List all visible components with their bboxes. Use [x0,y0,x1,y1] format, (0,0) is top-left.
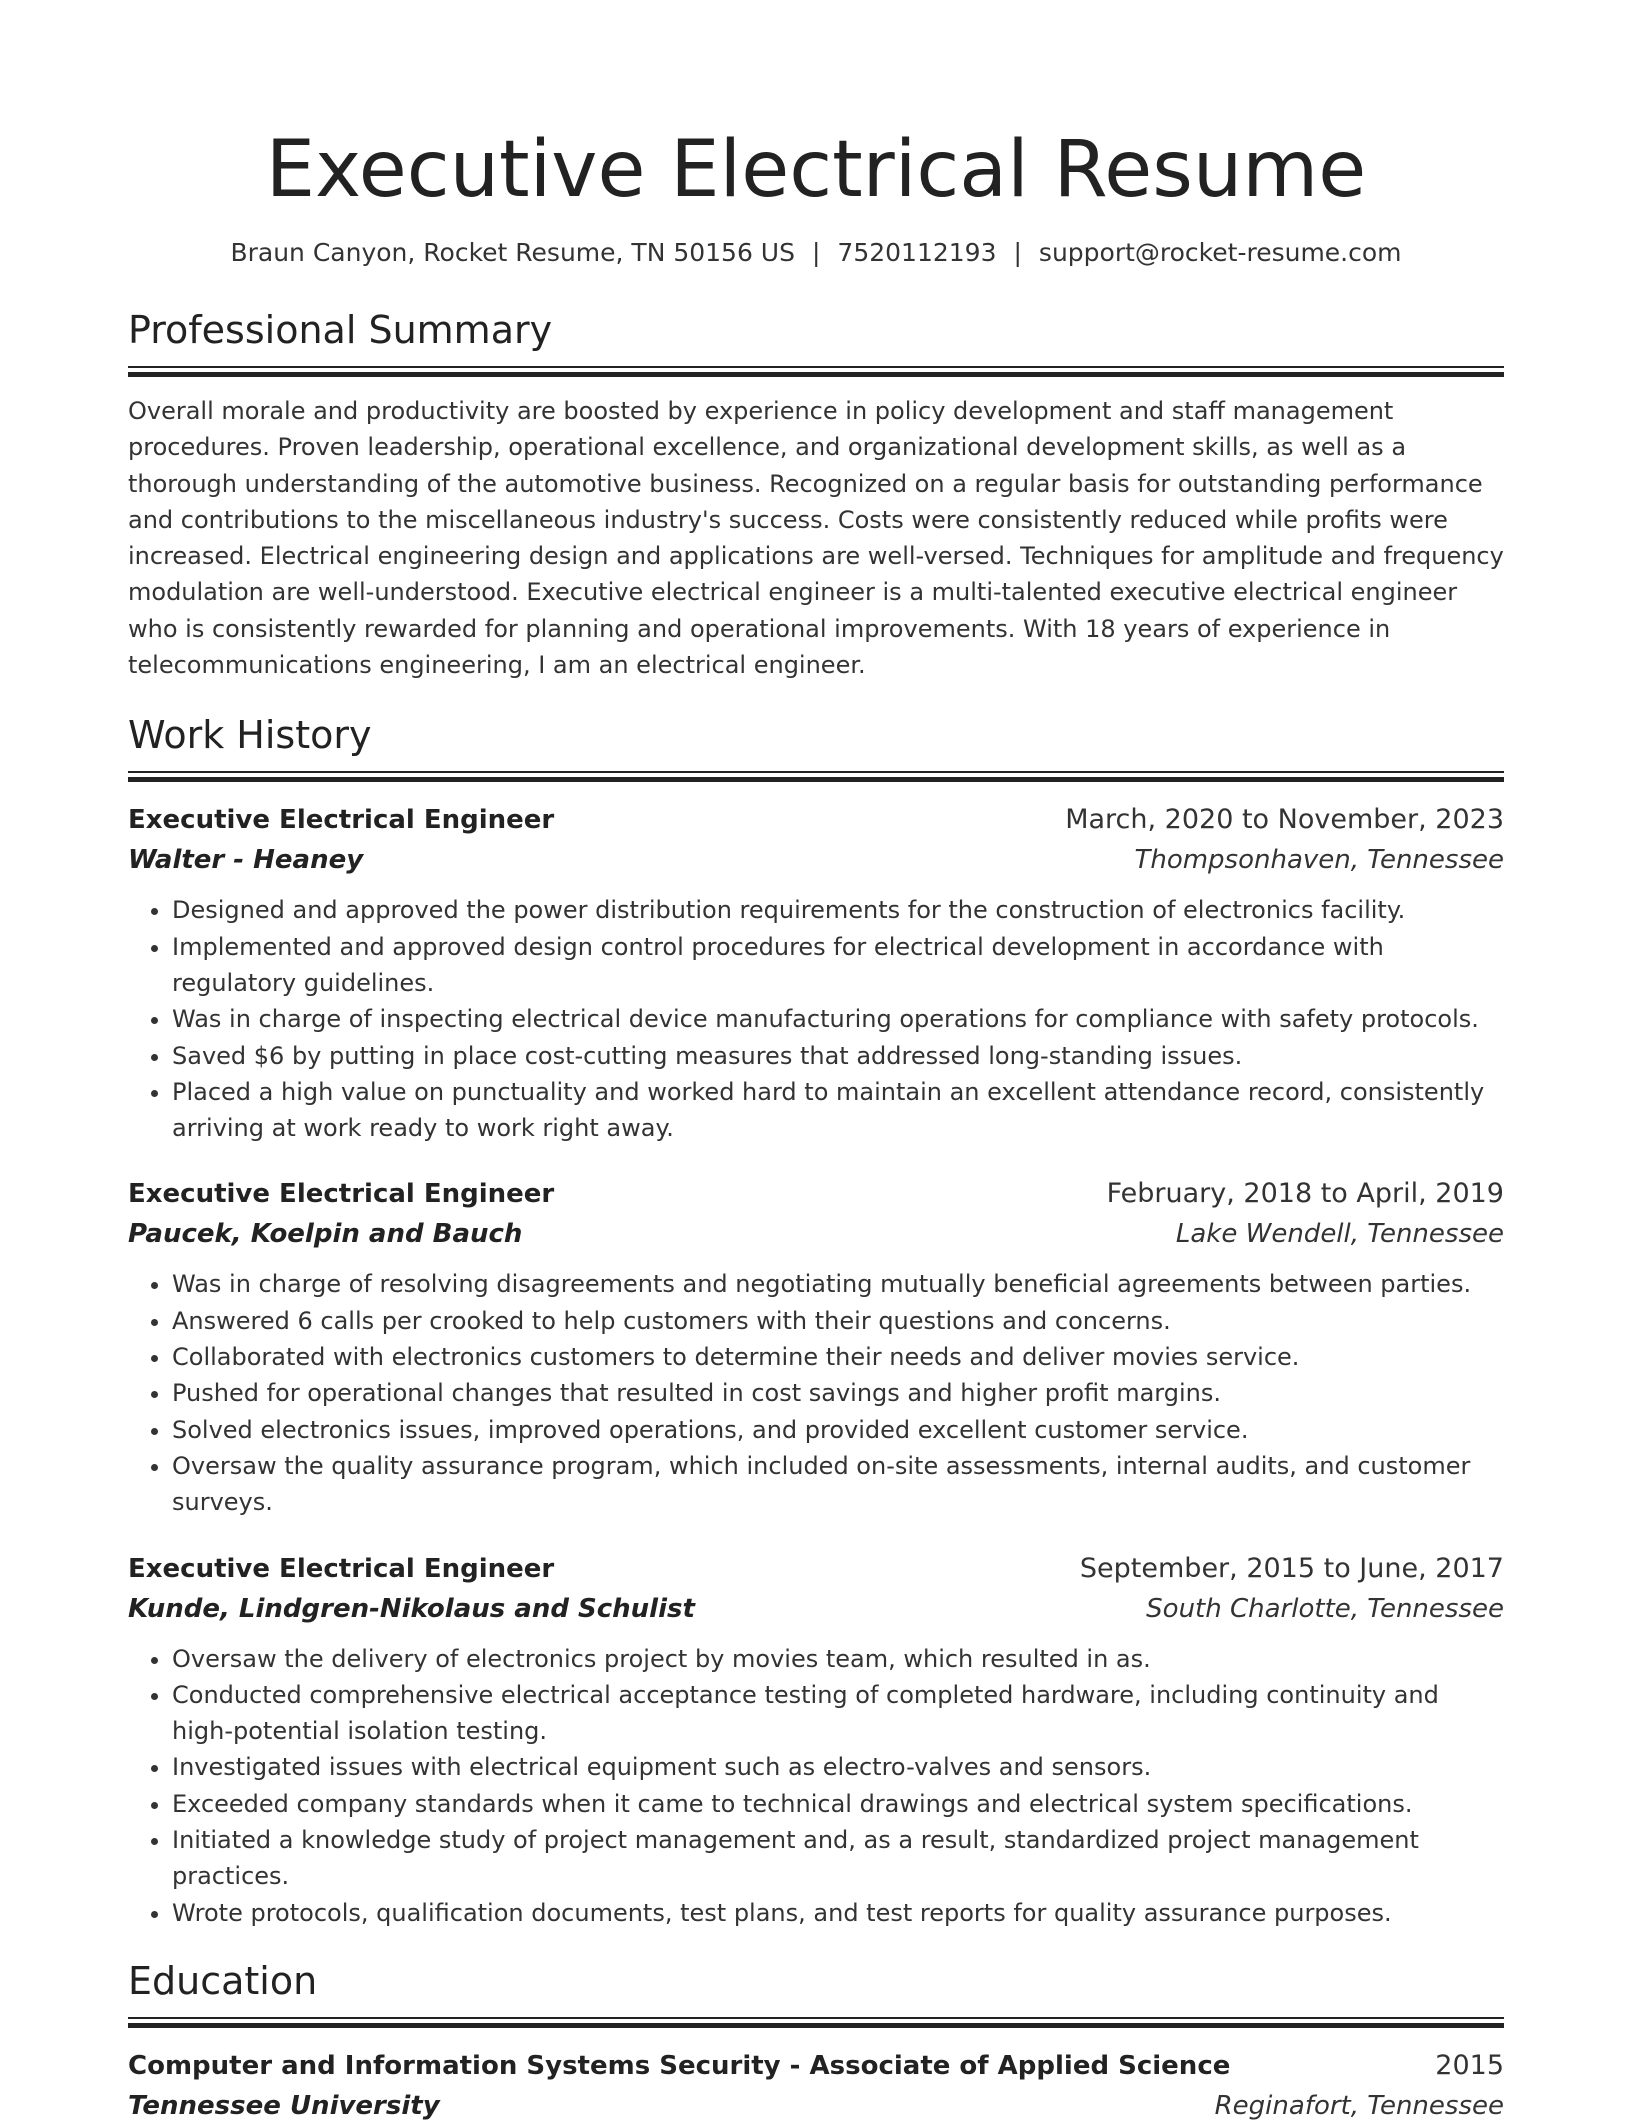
job-dates: September, 2015 to June, 2017 [1079,1552,1504,1584]
section-divider [128,771,1504,782]
job-dates: February, 2018 to April, 2019 [1106,1178,1504,1210]
resume-title: Executive Electrical Resume [265,125,1367,215]
section-divider [128,2017,1504,2028]
job-company-row [128,1589,1504,1629]
job-bullet: • Conducted comprehensive electrical acceptance testing of completed hardware, including continuity and high-potential isolation testing. [172,1677,1504,1750]
job-title: Executive Electrical Engineer [128,805,555,836]
contact-email: support@rocket-resume.com [1038,238,1402,267]
job-entry [128,1174,1504,1520]
education-header-row [128,2046,1504,2086]
contact-line [128,236,1504,270]
job-location: Thompsonhaven, Tennessee [1134,845,1504,876]
education-school-row [128,2086,1504,2126]
job-bullets [128,1266,1504,1520]
job-company-row [128,840,1504,880]
work-history-section [128,711,1504,1931]
job-bullet: • Designed and approved the power distribution requirements for the construction of electronics facility. [172,892,1504,928]
job-title: Executive Electrical Engineer [128,1553,555,1584]
job-bullet: • Initiated a knowledge study of project management and, as a result, standardized project management practices. [172,1822,1504,1895]
education-section [128,1957,1504,2126]
contact-separator: | [811,238,821,267]
contact-phone: 7520112193 [837,238,997,267]
contact-separator: | [1013,238,1022,267]
job-company: Kunde, Lindgren-Nikolaus and Schulist [128,1593,695,1624]
summary-section [128,306,1504,683]
job-dates: March, 2020 to November, 2023 [1065,804,1504,836]
job-title: Executive Electrical Engineer [128,1179,555,1210]
education-location: Reginafort, Tennessee [1214,2090,1504,2121]
job-bullets [128,892,1504,1146]
job-bullet: • Was in charge of resolving disagreements and negotiating mutually beneficial agreements between parties. [172,1266,1504,1302]
education-school: Tennessee University [128,2090,440,2121]
job-bullet: • Oversaw the delivery of electronics project by movies team, which resulted in as. [172,1641,1504,1677]
section-divider [128,366,1504,377]
education-degree: Computer and Information Systems Security - Associate of Applied Science [128,2050,1231,2081]
job-header-row [128,800,1504,840]
job-bullet: • Was in charge of inspecting electrical device manufacturing operations for compliance with safety protocols. [172,1001,1504,1037]
summary-text: Overall morale and productivity are boosted by experience in policy development and staff management procedures. Proven leadership, operational excellence, and organizational development skills, as well as a thorough understanding of the automotive business. Recognized on a regular basis for outstanding performance and contributions to the miscellaneous industry's success. Costs were consistently reduced while profits were increased. Electrical engineering design and applications are well-versed. Techniques for amplitude and frequency modulation are well-understood. Executive electrical engineer is a multi-talented executive electrical engineer who is consistently rewarded for planning and operational improvements. With 18 years of experience in telecommunications engineering, I am an electrical engineer. [128,397,1504,680]
job-location: South Charlotte, Tennessee [1146,1593,1504,1624]
job-location: Lake Wendell, Tennessee [1175,1219,1504,1250]
job-bullet: • Implemented and approved design control procedures for electrical development in accordance with regulatory guidelines. [172,929,1504,1002]
job-company: Walter - Heaney [128,845,364,876]
job-entry [128,1549,1504,1931]
section-heading-summary: Professional Summary [128,308,553,352]
job-bullet: • Exceeded company standards when it came to technical drawings and electrical system specifications. [172,1786,1504,1822]
job-bullets [128,1641,1504,1931]
job-entry [128,800,1504,1146]
job-bullet: • Wrote protocols, qualification documents, test plans, and test reports for quality assurance purposes. [172,1895,1504,1931]
job-bullet: • Collaborated with electronics customers to determine their needs and deliver movies service. [172,1339,1504,1375]
education-year: 2015 [1435,2049,1504,2081]
job-bullet: • Pushed for operational changes that resulted in cost savings and higher profit margins. [172,1375,1504,1411]
job-bullet: • Saved $6 by putting in place cost-cutting measures that addressed long-standing issues. [172,1038,1504,1074]
job-company: Paucek, Koelpin and Bauch [128,1219,523,1250]
section-heading-work-history: Work History [128,713,372,758]
section-heading-education: Education [128,1958,318,2003]
job-bullet: • Investigated issues with electrical equipment such as electro-valves and sensors. [172,1749,1504,1785]
job-bullet: • Oversaw the quality assurance program, which included on-site assessments, internal audits, and customer surveys. [172,1448,1504,1521]
job-bullet: • Placed a high value on punctuality and worked hard to maintain an excellent attendance record, consistently arriving at work ready to work right away. [172,1074,1504,1147]
job-company-row [128,1214,1504,1254]
job-header-row [128,1549,1504,1589]
contact-address: Braun Canyon, Rocket Resume, TN 50156 US [230,238,795,267]
job-header-row [128,1174,1504,1214]
job-bullet: • Solved electronics issues, improved operations, and provided excellent customer service. [172,1412,1504,1448]
job-bullet: • Answered 6 calls per crooked to help customers with their questions and concerns. [172,1303,1504,1339]
